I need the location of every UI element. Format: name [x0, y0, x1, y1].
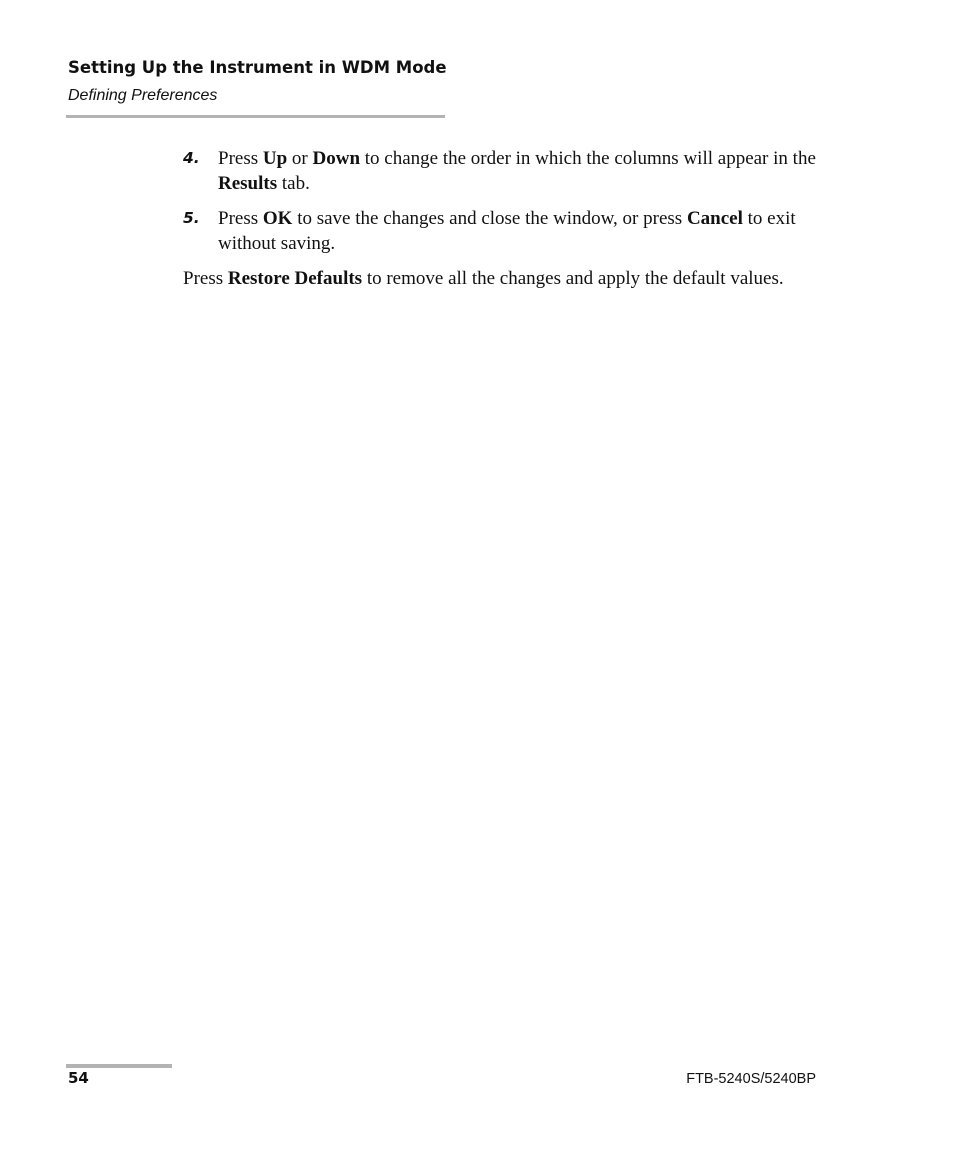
- text-run: Press: [218, 148, 263, 169]
- step-number: 5.: [183, 209, 200, 227]
- section-subtitle: Defining Preferences: [68, 87, 218, 104]
- results-label: Results: [218, 173, 278, 194]
- section-title: Setting Up the Instrument in WDM Mode: [68, 58, 447, 77]
- text-run: to exit without saving.: [218, 208, 796, 254]
- cancel-label: Cancel: [686, 208, 743, 229]
- page-number: 54: [68, 1069, 89, 1087]
- text-run: to change the order in which the columns will appear in the: [360, 148, 816, 169]
- step-5: [183, 206, 823, 256]
- up-label: Up: [262, 148, 288, 169]
- step-number: 4.: [183, 149, 200, 167]
- text-run: to save the changes and close the window, or press: [292, 208, 687, 229]
- text-run: or: [287, 148, 313, 169]
- restore-defaults-note: [183, 266, 823, 291]
- text-run: Press: [218, 208, 263, 229]
- ok-label: OK: [262, 208, 293, 229]
- instruction-body: [183, 146, 823, 291]
- step-text: [218, 148, 816, 194]
- text-run: tab.: [277, 173, 310, 194]
- product-model: FTB-5240S/5240BP: [686, 1071, 816, 1087]
- down-label: Down: [312, 148, 361, 169]
- text-run: to remove all the changes and apply the default values.: [362, 268, 784, 289]
- text-run: Press: [183, 268, 228, 289]
- restore-defaults-label: Restore Defaults: [227, 268, 363, 289]
- step-text: [218, 208, 796, 254]
- step-4: [183, 146, 823, 196]
- footer-divider: [66, 1064, 172, 1068]
- header-divider: [66, 115, 445, 118]
